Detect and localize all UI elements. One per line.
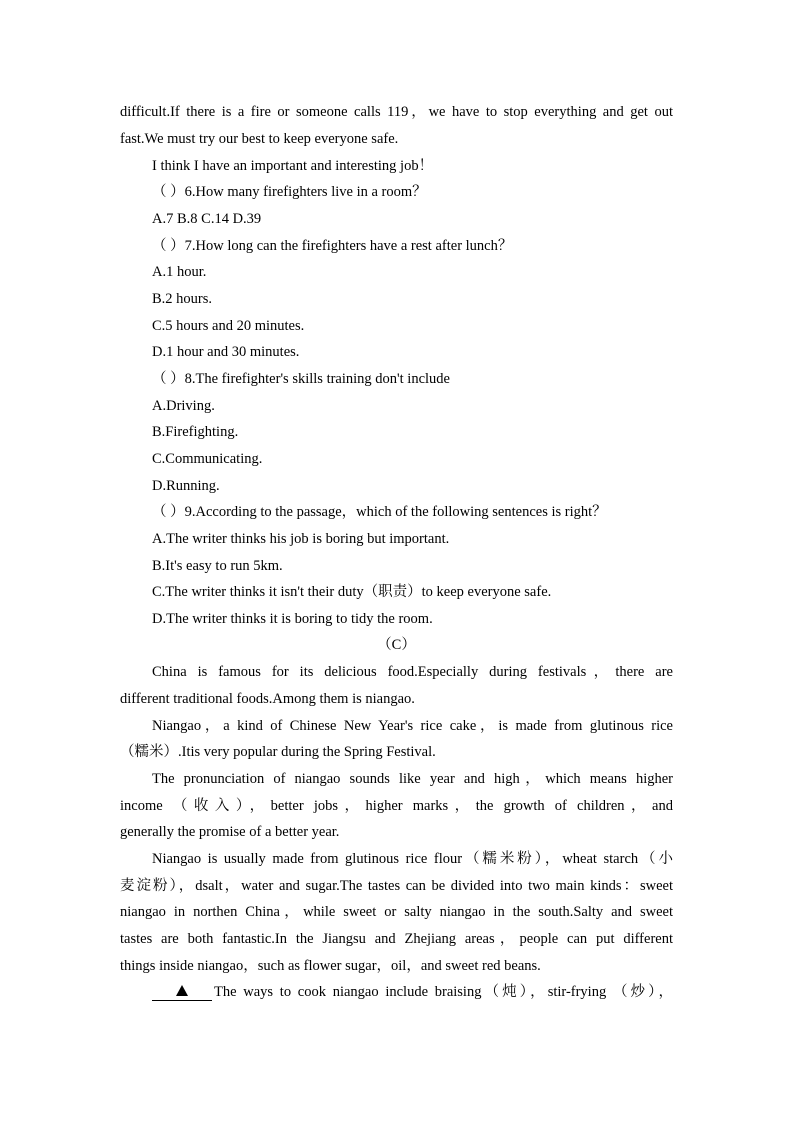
passage-c-line: The ways to cook niangao include braising（炖），stir-frying （炒）， [214,984,673,1000]
question-9-option-c: C.The writer thinks it isn't their duty（职责）to keep everyone safe. [152,584,552,600]
passage-c-line: （糯米）.Itis very popular during the Spring Festival. [120,744,436,760]
passage-c-line: 麦淀粉），dsalt，water and sugar.The tastes can be divided into two main kinds：sweet [120,878,673,894]
question-8-stem: （ ）8.The firefighter's skills training don't include [152,371,450,387]
question-8-option-d: D.Running. [152,478,220,494]
passage-c-line: Niangao is usually made from glutinous rice flour（糯米粉），wheat starch（小 [152,851,673,867]
section-heading: （C） [377,637,416,653]
answer-blank[interactable] [152,985,212,1001]
question-8-option-a: A.Driving. [152,398,215,414]
question-8-option-c: C.Communicating. [152,451,263,467]
passage-b-line: difficult.If there is a fire or someone calls 119，we have to stop everything and get out [120,104,673,120]
question-6-options: A.7 B.8 C.14 D.39 [152,211,262,227]
passage-c-line: things inside niangao，such as flower sugar，oil，and sweet red beans. [120,958,541,974]
passage-b-line: I think I have an important and interesting job！ [152,158,434,174]
question-8-option-b: B.Firefighting. [152,424,239,440]
question-7-option-d: D.1 hour and 30 minutes. [152,344,300,360]
passage-c-line: different traditional foods.Among them is niangao. [120,691,415,707]
triangle-marker-icon [176,985,188,996]
passage-c-line: The pronunciation of niangao sounds like year and high，which means higher [152,771,673,787]
question-7-option-a: A.1 hour. [152,264,207,280]
question-7-stem: （ ）7.How long can the firefighters have a rest after lunch？ [152,238,513,254]
question-6-stem: （ ）6.How many firefighters live in a room？ [152,184,427,200]
question-7-option-c: C.5 hours and 20 minutes. [152,318,305,334]
passage-c-blank-line [152,983,673,1001]
question-9-stem: （ ）9.According to the passage，which of the following sentences is right？ [152,504,607,520]
passage-c-line: tastes are both fantastic.In the Jiangsu and Zhejiang areas，people can put different [120,931,673,947]
passage-b-line: fast.We must try our best to keep everyone safe. [120,131,399,147]
question-9-option-a: A.The writer thinks his job is boring but important. [152,531,450,547]
question-9-option-d: D.The writer thinks it is boring to tidy the room. [152,611,433,627]
passage-c-line: generally the promise of a better year. [120,824,340,840]
question-7-option-b: B.2 hours. [152,291,213,307]
passage-c-line: China is famous for its delicious food.Especially during festivals，there are [152,664,673,680]
question-9-option-b: B.It's easy to run 5km. [152,558,283,574]
passage-c-line: niangao in northen China，while sweet or salty niangao in the south.Salty and sweet [120,904,673,920]
passage-c-line: Niangao，a kind of Chinese New Year's rice cake，is made from glutinous rice [152,718,673,734]
passage-c-line: income （收入），better jobs，higher marks，the growth of children，and [120,798,673,814]
